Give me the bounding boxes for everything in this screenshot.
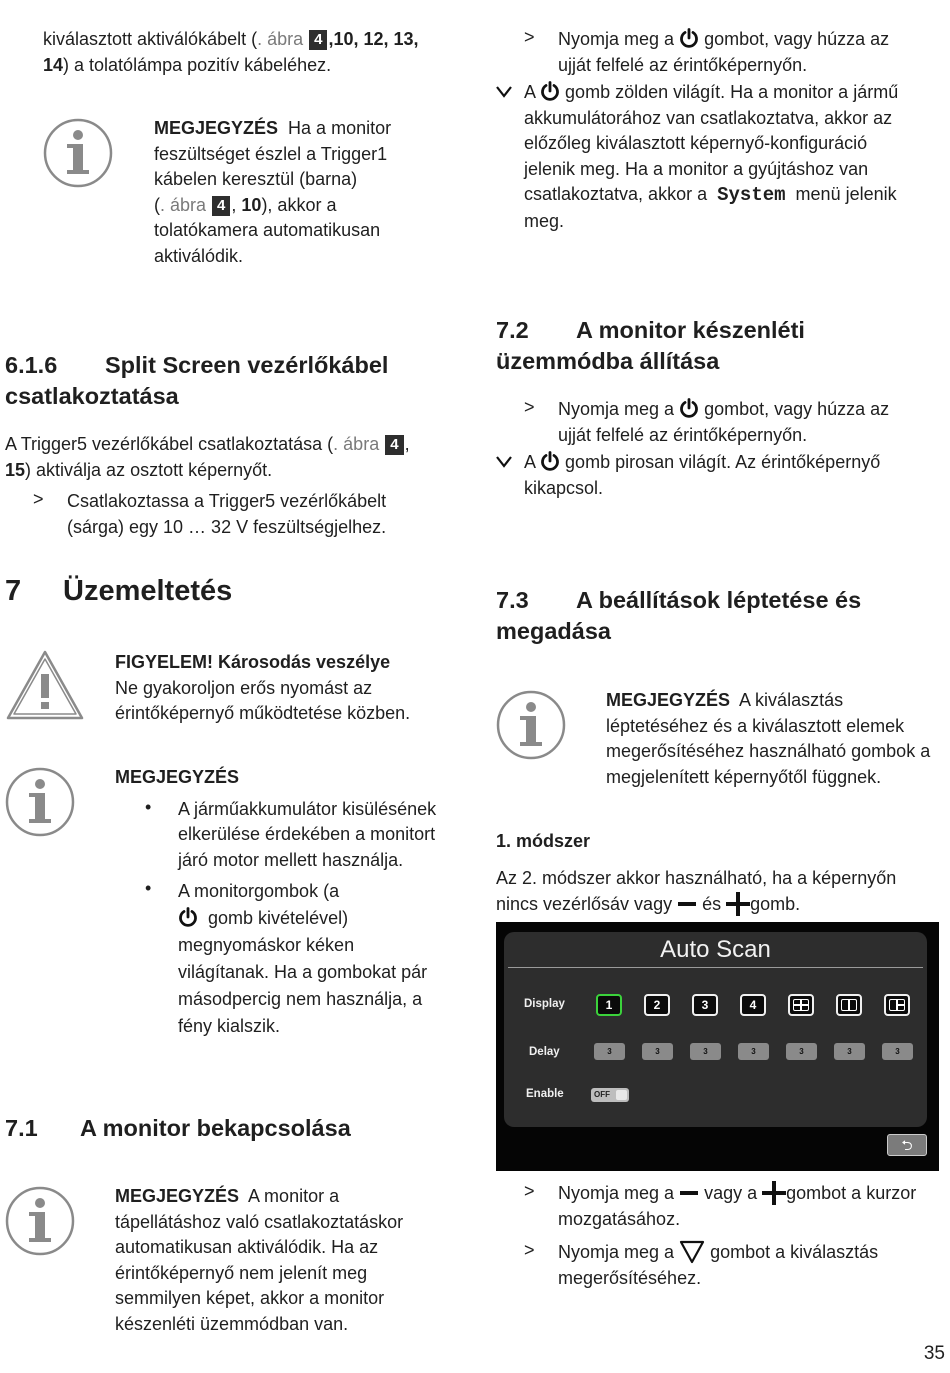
section-title: Split Screen vezérlőkábel <box>105 352 389 378</box>
figure-box: 4 <box>309 30 327 50</box>
step-marker: > <box>524 1240 535 1260</box>
step-line: ujját felfelé az érintőképernyőn. <box>558 424 808 445</box>
note-line: léptetéséhez és a kiválasztott elemek <box>606 715 905 736</box>
result-line: kikapcsol. <box>524 477 604 498</box>
delay-button[interactable]: 3 <box>834 1043 865 1060</box>
intro-paragraph <box>43 27 453 78</box>
note-line: tápellátáshoz való csatlakoztatáskor <box>115 1211 404 1232</box>
step-line: gombot, vagy húzza az <box>704 29 890 49</box>
section-title: A beállítások léptetése és <box>576 587 862 613</box>
chapter-number: 7 <box>5 575 22 607</box>
bullet-dot: • <box>145 878 152 898</box>
result-line: előzőleg kiválasztott képernyő-konfiguráció <box>524 133 868 153</box>
section-number: 7.1 <box>5 1115 38 1141</box>
figure-nums-2: 14 <box>43 54 64 75</box>
figure-ref: . ábra <box>333 434 380 454</box>
screen-title: Auto Scan <box>660 936 771 963</box>
text: gomb. <box>750 893 801 914</box>
quad-split-icon <box>793 999 809 1011</box>
display-label: Display <box>524 998 565 1010</box>
step-line: megerősítéséhez. <box>558 1267 702 1288</box>
section-heading-6-1-6 <box>5 350 388 412</box>
display-button-quad[interactable] <box>788 994 814 1016</box>
delay-button[interactable]: 3 <box>882 1043 913 1060</box>
note-line: , <box>231 194 242 215</box>
step-line: mozgatásához. <box>558 1208 681 1229</box>
auto-scan-panel <box>504 932 927 1127</box>
display-button-1[interactable]: 1 <box>596 994 622 1016</box>
menu-name: System <box>717 184 786 206</box>
power-icon <box>178 907 198 927</box>
note-line: A kiválasztás <box>739 690 844 710</box>
step-press-power <box>496 27 946 78</box>
note-power-on <box>5 1184 450 1334</box>
page-number: 35 <box>923 1343 945 1364</box>
step-line: ujját felfelé az érintőképernyőn. <box>558 54 808 75</box>
figure-box: 4 <box>385 435 403 455</box>
step-move-cursor <box>496 1181 948 1232</box>
bullet-line: megnyomáskor kéken <box>178 935 355 955</box>
figure-box: 4 <box>212 196 230 216</box>
note-title: MEGJEGYZÉS <box>606 690 731 710</box>
bullet-line: másodpercig nem használja, a <box>178 989 423 1009</box>
step-line: Nyomja meg a <box>558 1242 675 1262</box>
display-button-3[interactable]: 3 <box>692 994 718 1016</box>
auto-scan-screenshot <box>496 922 939 1171</box>
divider <box>508 967 923 968</box>
enable-label: Enable <box>526 1088 564 1100</box>
note-line: aktiválódik. <box>154 245 244 266</box>
note-line: kábelen keresztül (barna) <box>154 169 358 189</box>
note-battery <box>5 765 450 1035</box>
section-number: 7.2 <box>496 317 529 343</box>
method-paragraph <box>496 866 946 917</box>
bullet-line: fény kialszik. <box>178 1016 281 1036</box>
result-line: A <box>524 452 536 472</box>
bullet-line: A járműakkumulátor kisülésének <box>178 798 437 819</box>
step-marker: > <box>524 1181 535 1201</box>
text: , <box>404 434 410 454</box>
result-line: csatlakoztatva, akkor a <box>524 184 708 204</box>
text: ) aktiválja az osztott képernyőt. <box>25 459 273 480</box>
note-line: ), akkor a <box>261 194 337 215</box>
section-heading-7-1 <box>5 1113 351 1144</box>
note-line: feszültséget észlel a Trigger1 <box>154 143 388 164</box>
text: A Trigger5 vezérlőkábel csatlakoztatása ( <box>5 434 334 454</box>
confirm-down-icon <box>679 1240 705 1264</box>
step-line: Nyomja meg a <box>558 29 675 49</box>
result-line: meg. <box>524 210 565 231</box>
note-line: automatikusan aktiválódik. Ha az <box>115 1237 379 1257</box>
step-marker: > <box>33 489 44 509</box>
figure-ref: . ábra <box>257 29 304 49</box>
intro-text-2: ) a tolatólámpa pozitív kábeléhez. <box>63 54 332 75</box>
bullet-line: járó motor mellett használja. <box>178 849 404 870</box>
text: Az 2. módszer akkor használható, ha a képernyőn <box>496 868 897 888</box>
check-icon <box>496 85 512 99</box>
result-line: jelenik meg. Ha a monitor a gyújtáshoz van <box>524 158 869 179</box>
bullet-line: A monitorgombok (a <box>178 881 340 901</box>
step-line: gombot a kurzor <box>786 1183 917 1203</box>
result-line: gomb zölden világít. Ha a monitor a jármű <box>565 82 899 102</box>
check-icon <box>496 455 512 469</box>
warning-line: érintőképernyő működtetése közben. <box>115 703 411 723</box>
minus-icon <box>679 1183 699 1203</box>
triple-split-icon <box>889 999 905 1011</box>
figure-num: 10 <box>241 194 262 215</box>
step-line: vagy a <box>704 1183 758 1203</box>
note-trigger1 <box>43 116 453 276</box>
minus-icon <box>677 894 697 914</box>
delay-button[interactable]: 3 <box>594 1043 625 1060</box>
warning-title: FIGYELEM! Károsodás veszélye <box>115 652 391 672</box>
note-line: Ha a monitor <box>288 118 392 138</box>
result-line: gomb pirosan világít. Az érintőképernyő <box>565 452 881 472</box>
display-button-split[interactable] <box>836 994 862 1016</box>
section-title: üzemmódba állítása <box>496 348 720 374</box>
info-icon <box>43 116 113 190</box>
text: nincs vezérlősáv vagy <box>496 893 673 914</box>
result-line: A <box>524 82 536 102</box>
note-line: tolatókamera automatikusan <box>154 220 381 240</box>
figure-nums: ,10, 12, 13, <box>328 29 419 49</box>
bullet-line: világítanak. Ha a gombokat pár <box>178 962 428 982</box>
bullet-line: gomb kivételével) <box>208 908 349 928</box>
section-number: 6.1.6 <box>5 352 58 378</box>
note-line: érintőképernyő nem jelenít meg <box>115 1262 368 1283</box>
delay-button[interactable]: 3 <box>786 1043 817 1060</box>
step-line: Nyomja meg a <box>558 399 675 419</box>
section-title: A monitor bekapcsolása <box>80 1115 351 1141</box>
step-line: Csatlakoztassa a Trigger5 vezérlőkábelt <box>67 491 387 511</box>
power-icon <box>540 81 560 101</box>
power-icon <box>540 451 560 471</box>
section-heading-7-3 <box>496 585 861 647</box>
plus-icon <box>726 892 750 916</box>
back-button[interactable]: ⮌ <box>887 1134 927 1156</box>
delay-button[interactable]: 3 <box>690 1043 721 1060</box>
warning-line: Ne gyakoroljon erős nyomást az <box>115 677 373 698</box>
note-line: ( <box>154 194 160 215</box>
delay-button[interactable]: 3 <box>738 1043 769 1060</box>
section-title: csatlakoztatása <box>5 383 179 409</box>
section-number: 7.3 <box>496 587 529 613</box>
step-line: (sárga) egy 10 … 32 V feszültségjelhez. <box>67 516 387 537</box>
note-line: készenléti üzemmódban van. <box>115 1313 349 1334</box>
step-line: gombot a kiválasztás <box>710 1242 879 1262</box>
step-standby <box>496 397 946 448</box>
delay-label: Delay <box>529 1046 560 1058</box>
display-button-4[interactable]: 4 <box>740 994 766 1016</box>
section-heading-7-2 <box>496 315 805 377</box>
note-line: megerősítéséhez használható gombok a <box>606 741 931 761</box>
note-line: A monitor a <box>248 1186 340 1206</box>
step-marker: > <box>524 397 535 417</box>
note-title: MEGJEGYZÉS <box>115 767 240 787</box>
display-button-2[interactable]: 2 <box>644 994 670 1016</box>
note-line: semmilyen képet, akkor a monitor <box>115 1288 385 1308</box>
chapter-title: Üzemeltetés <box>63 575 233 607</box>
method-heading: 1. módszer <box>496 831 591 851</box>
warning-icon <box>5 648 85 722</box>
delay-button[interactable]: 3 <box>642 1043 673 1060</box>
result-line: akkumulátorához van csatlakoztatva, akkor az <box>524 107 893 128</box>
power-icon <box>679 398 699 418</box>
power-icon <box>679 28 699 48</box>
plus-icon <box>762 1181 786 1205</box>
section-title: megadása <box>496 618 611 644</box>
note-line: megjelenített képernyőtől függnek. <box>606 766 882 787</box>
step-marker: > <box>524 27 535 47</box>
intro-text: kiválasztott aktiválókábelt ( <box>43 29 258 49</box>
step-connect-trigger5 <box>5 489 450 540</box>
info-icon <box>5 1184 75 1258</box>
bullet-dot: • <box>145 796 152 817</box>
info-icon <box>496 688 566 762</box>
figure-num: 15 <box>5 459 26 480</box>
note-title: MEGJEGYZÉS <box>115 1186 240 1206</box>
step-line: Nyomja meg a <box>558 1183 675 1203</box>
step-confirm <box>496 1240 948 1291</box>
paragraph-6-1-6 <box>5 432 450 483</box>
enable-toggle[interactable]: OFF <box>591 1088 629 1102</box>
info-icon <box>5 765 75 839</box>
result-power-on <box>496 80 946 234</box>
figure-ref: . ábra <box>160 194 207 215</box>
note-navigation <box>496 688 946 798</box>
display-button-triple[interactable] <box>884 994 910 1016</box>
result-standby <box>496 450 946 501</box>
warning-notice <box>5 648 450 728</box>
text: és <box>702 893 722 914</box>
bullet-line: elkerülése érdekében a monitort <box>178 824 436 844</box>
step-line: gombot, vagy húzza az <box>704 399 890 419</box>
note-title: MEGJEGYZÉS <box>154 118 279 138</box>
result-line: menü jelenik <box>795 184 897 204</box>
split-screen-icon <box>841 999 857 1011</box>
chapter-heading-7 <box>5 575 232 608</box>
section-title: A monitor készenléti <box>576 317 805 343</box>
